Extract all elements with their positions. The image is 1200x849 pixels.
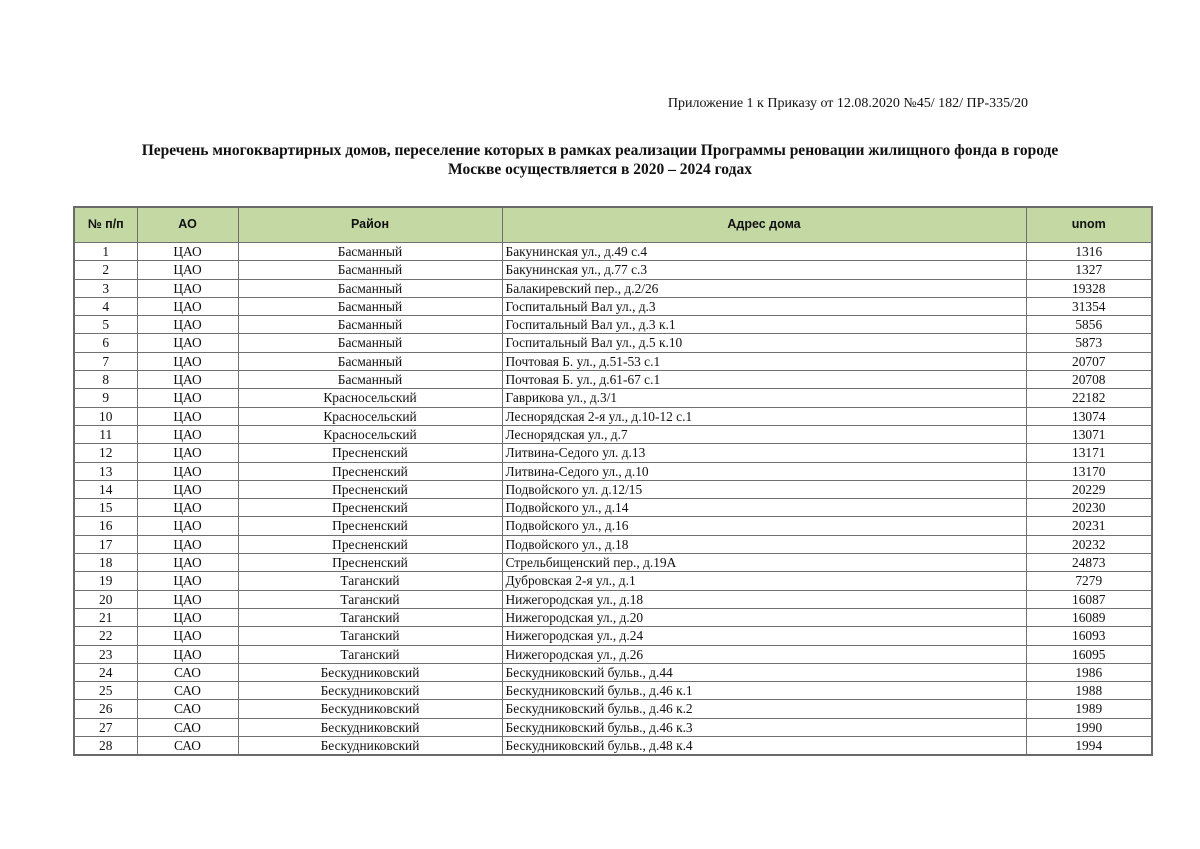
column-header-number: № п/п: [74, 207, 137, 243]
cell-unom: 13171: [1026, 444, 1152, 462]
cell-area: Басманный: [238, 371, 502, 389]
cell-area: Таганский: [238, 608, 502, 626]
cell-unom: 1988: [1026, 682, 1152, 700]
table-row: [74, 535, 1152, 553]
cell-area: Бескудниковский: [238, 682, 502, 700]
cell-unom: 24873: [1026, 554, 1152, 572]
cell-district: ЦАО: [137, 297, 238, 315]
cell-unom: 16095: [1026, 645, 1152, 663]
cell-area: Бескудниковский: [238, 663, 502, 681]
table-row: [74, 334, 1152, 352]
cell-address: Почтовая Б. ул., д.51-53 с.1: [502, 352, 1026, 370]
cell-address: Подвойского ул., д.18: [502, 535, 1026, 553]
table-row: [74, 737, 1152, 756]
cell-number: 26: [74, 700, 137, 718]
cell-unom: 1327: [1026, 261, 1152, 279]
table-row: [74, 645, 1152, 663]
cell-area: Бескудниковский: [238, 718, 502, 736]
cell-area: Пресненский: [238, 499, 502, 517]
table-row: [74, 425, 1152, 443]
cell-number: 5: [74, 316, 137, 334]
cell-number: 1: [74, 243, 137, 261]
cell-number: 18: [74, 554, 137, 572]
cell-district: ЦАО: [137, 590, 238, 608]
table-row: [74, 279, 1152, 297]
cell-area: Таганский: [238, 572, 502, 590]
table-row: [74, 627, 1152, 645]
buildings-table: [73, 206, 1153, 756]
table-row: [74, 371, 1152, 389]
cell-address: Дубровская 2-я ул., д.1: [502, 572, 1026, 590]
cell-number: 6: [74, 334, 137, 352]
cell-area: Бескудниковский: [238, 700, 502, 718]
cell-address: Бакунинская ул., д.49 с.4: [502, 243, 1026, 261]
column-header-unom: unom: [1026, 207, 1152, 243]
cell-area: Басманный: [238, 243, 502, 261]
cell-district: САО: [137, 663, 238, 681]
cell-district: ЦАО: [137, 334, 238, 352]
cell-unom: 31354: [1026, 297, 1152, 315]
cell-district: ЦАО: [137, 517, 238, 535]
cell-number: 17: [74, 535, 137, 553]
document-title-line-2: Москве осуществляется в 2020 – 2024 годах: [448, 161, 752, 178]
cell-number: 23: [74, 645, 137, 663]
cell-district: ЦАО: [137, 371, 238, 389]
cell-number: 11: [74, 425, 137, 443]
cell-address: Гаврикова ул., д.3/1: [502, 389, 1026, 407]
table-row: [74, 499, 1152, 517]
cell-unom: 16087: [1026, 590, 1152, 608]
cell-address: Бескудниковский бульв., д.46 к.3: [502, 718, 1026, 736]
cell-unom: 13074: [1026, 407, 1152, 425]
cell-district: ЦАО: [137, 425, 238, 443]
table-row: [74, 572, 1152, 590]
table-header-row: [74, 207, 1152, 243]
cell-unom: 5873: [1026, 334, 1152, 352]
cell-area: Басманный: [238, 261, 502, 279]
cell-district: ЦАО: [137, 645, 238, 663]
cell-address: Нижегородская ул., д.18: [502, 590, 1026, 608]
cell-number: 25: [74, 682, 137, 700]
table-row: [74, 462, 1152, 480]
cell-number: 20: [74, 590, 137, 608]
cell-area: Пресненский: [238, 444, 502, 462]
cell-district: САО: [137, 682, 238, 700]
cell-area: Пресненский: [238, 535, 502, 553]
cell-unom: 1989: [1026, 700, 1152, 718]
cell-unom: 1994: [1026, 737, 1152, 756]
column-header-area: Район: [238, 207, 502, 243]
cell-address: Почтовая Б. ул., д.61-67 с.1: [502, 371, 1026, 389]
table-row: [74, 608, 1152, 626]
cell-number: 14: [74, 480, 137, 498]
cell-number: 24: [74, 663, 137, 681]
cell-address: Нижегородская ул., д.24: [502, 627, 1026, 645]
cell-area: Красносельский: [238, 425, 502, 443]
cell-unom: 13071: [1026, 425, 1152, 443]
table-row: [74, 682, 1152, 700]
cell-district: ЦАО: [137, 554, 238, 572]
cell-address: Бескудниковский бульв., д.46 к.1: [502, 682, 1026, 700]
cell-unom: 20708: [1026, 371, 1152, 389]
table-row: [74, 590, 1152, 608]
cell-unom: 1990: [1026, 718, 1152, 736]
cell-number: 3: [74, 279, 137, 297]
cell-district: ЦАО: [137, 462, 238, 480]
table-row: [74, 517, 1152, 535]
cell-district: ЦАО: [137, 627, 238, 645]
table-row: [74, 243, 1152, 261]
column-header-address: Адрес дома: [502, 207, 1026, 243]
cell-number: 28: [74, 737, 137, 756]
cell-unom: 20229: [1026, 480, 1152, 498]
cell-district: ЦАО: [137, 608, 238, 626]
cell-district: САО: [137, 718, 238, 736]
cell-area: Басманный: [238, 316, 502, 334]
cell-address: Нижегородская ул., д.26: [502, 645, 1026, 663]
table-row: [74, 316, 1152, 334]
cell-district: ЦАО: [137, 243, 238, 261]
cell-district: САО: [137, 700, 238, 718]
cell-address: Бакунинская ул., д.77 с.3: [502, 261, 1026, 279]
cell-address: Нижегородская ул., д.20: [502, 608, 1026, 626]
cell-district: ЦАО: [137, 572, 238, 590]
cell-address: Бескудниковский бульв., д.46 к.2: [502, 700, 1026, 718]
cell-address: Госпитальный Вал ул., д.5 к.10: [502, 334, 1026, 352]
table-row: [74, 297, 1152, 315]
cell-address: Подвойского ул. д.12/15: [502, 480, 1026, 498]
cell-district: ЦАО: [137, 316, 238, 334]
table-row: [74, 663, 1152, 681]
cell-area: Красносельский: [238, 407, 502, 425]
cell-district: ЦАО: [137, 407, 238, 425]
cell-number: 9: [74, 389, 137, 407]
cell-area: Таганский: [238, 627, 502, 645]
cell-district: ЦАО: [137, 389, 238, 407]
cell-address: Леснорядская 2-я ул., д.10-12 с.1: [502, 407, 1026, 425]
table-row: [74, 718, 1152, 736]
table-row: [74, 444, 1152, 462]
cell-address: Госпитальный Вал ул., д.3 к.1: [502, 316, 1026, 334]
cell-unom: 19328: [1026, 279, 1152, 297]
cell-number: 10: [74, 407, 137, 425]
cell-number: 21: [74, 608, 137, 626]
table-row: [74, 261, 1152, 279]
cell-number: 7: [74, 352, 137, 370]
cell-unom: 5856: [1026, 316, 1152, 334]
cell-address: Подвойского ул., д.14: [502, 499, 1026, 517]
cell-unom: 20230: [1026, 499, 1152, 517]
cell-area: Басманный: [238, 297, 502, 315]
column-header-district: АО: [137, 207, 238, 243]
cell-unom: 20232: [1026, 535, 1152, 553]
cell-address: Бескудниковский бульв., д.48 к.4: [502, 737, 1026, 756]
cell-area: Пресненский: [238, 554, 502, 572]
cell-number: 8: [74, 371, 137, 389]
cell-unom: 1316: [1026, 243, 1152, 261]
cell-area: Басманный: [238, 279, 502, 297]
table-row: [74, 700, 1152, 718]
cell-area: Пресненский: [238, 517, 502, 535]
cell-district: ЦАО: [137, 261, 238, 279]
cell-district: ЦАО: [137, 535, 238, 553]
cell-unom: 16093: [1026, 627, 1152, 645]
table-row: [74, 389, 1152, 407]
cell-district: ЦАО: [137, 499, 238, 517]
cell-area: Таганский: [238, 590, 502, 608]
cell-district: ЦАО: [137, 279, 238, 297]
document-title: [70, 141, 1130, 179]
cell-address: Литвина-Седого ул. д.13: [502, 444, 1026, 462]
cell-unom: 22182: [1026, 389, 1152, 407]
cell-number: 22: [74, 627, 137, 645]
cell-address: Балакиревский пер., д.2/26: [502, 279, 1026, 297]
cell-number: 13: [74, 462, 137, 480]
cell-area: Басманный: [238, 352, 502, 370]
table-row: [74, 554, 1152, 572]
cell-address: Госпитальный Вал ул., д.3: [502, 297, 1026, 315]
cell-number: 12: [74, 444, 137, 462]
document-title-line-1: Перечень многоквартирных домов, переселение которых в рамках реализации Программы реновации жилищного фонда в городе: [141, 142, 1059, 159]
cell-area: Пресненский: [238, 480, 502, 498]
cell-address: Бескудниковский бульв., д.44: [502, 663, 1026, 681]
cell-address: Леснорядская ул., д.7: [502, 425, 1026, 443]
cell-district: ЦАО: [137, 444, 238, 462]
cell-district: САО: [137, 737, 238, 756]
cell-number: 15: [74, 499, 137, 517]
table-row: [74, 480, 1152, 498]
cell-number: 16: [74, 517, 137, 535]
cell-number: 2: [74, 261, 137, 279]
cell-address: Литвина-Седого ул., д.10: [502, 462, 1026, 480]
appendix-reference: Приложение 1 к Приказу от 12.08.2020 №45/ 182/ ПР-335/20: [667, 96, 1028, 111]
cell-area: Красносельский: [238, 389, 502, 407]
cell-district: ЦАО: [137, 352, 238, 370]
cell-area: Басманный: [238, 334, 502, 352]
cell-unom: 7279: [1026, 572, 1152, 590]
cell-number: 19: [74, 572, 137, 590]
cell-area: Пресненский: [238, 462, 502, 480]
table-row: [74, 352, 1152, 370]
cell-area: Таганский: [238, 645, 502, 663]
table-body: [74, 243, 1152, 756]
cell-number: 27: [74, 718, 137, 736]
cell-unom: 16089: [1026, 608, 1152, 626]
cell-area: Бескудниковский: [238, 737, 502, 756]
cell-address: Стрельбищенский пер., д.19А: [502, 554, 1026, 572]
table-row: [74, 407, 1152, 425]
cell-address: Подвойского ул., д.16: [502, 517, 1026, 535]
cell-number: 4: [74, 297, 137, 315]
cell-unom: 1986: [1026, 663, 1152, 681]
cell-unom: 20231: [1026, 517, 1152, 535]
cell-unom: 20707: [1026, 352, 1152, 370]
cell-district: ЦАО: [137, 480, 238, 498]
cell-unom: 13170: [1026, 462, 1152, 480]
